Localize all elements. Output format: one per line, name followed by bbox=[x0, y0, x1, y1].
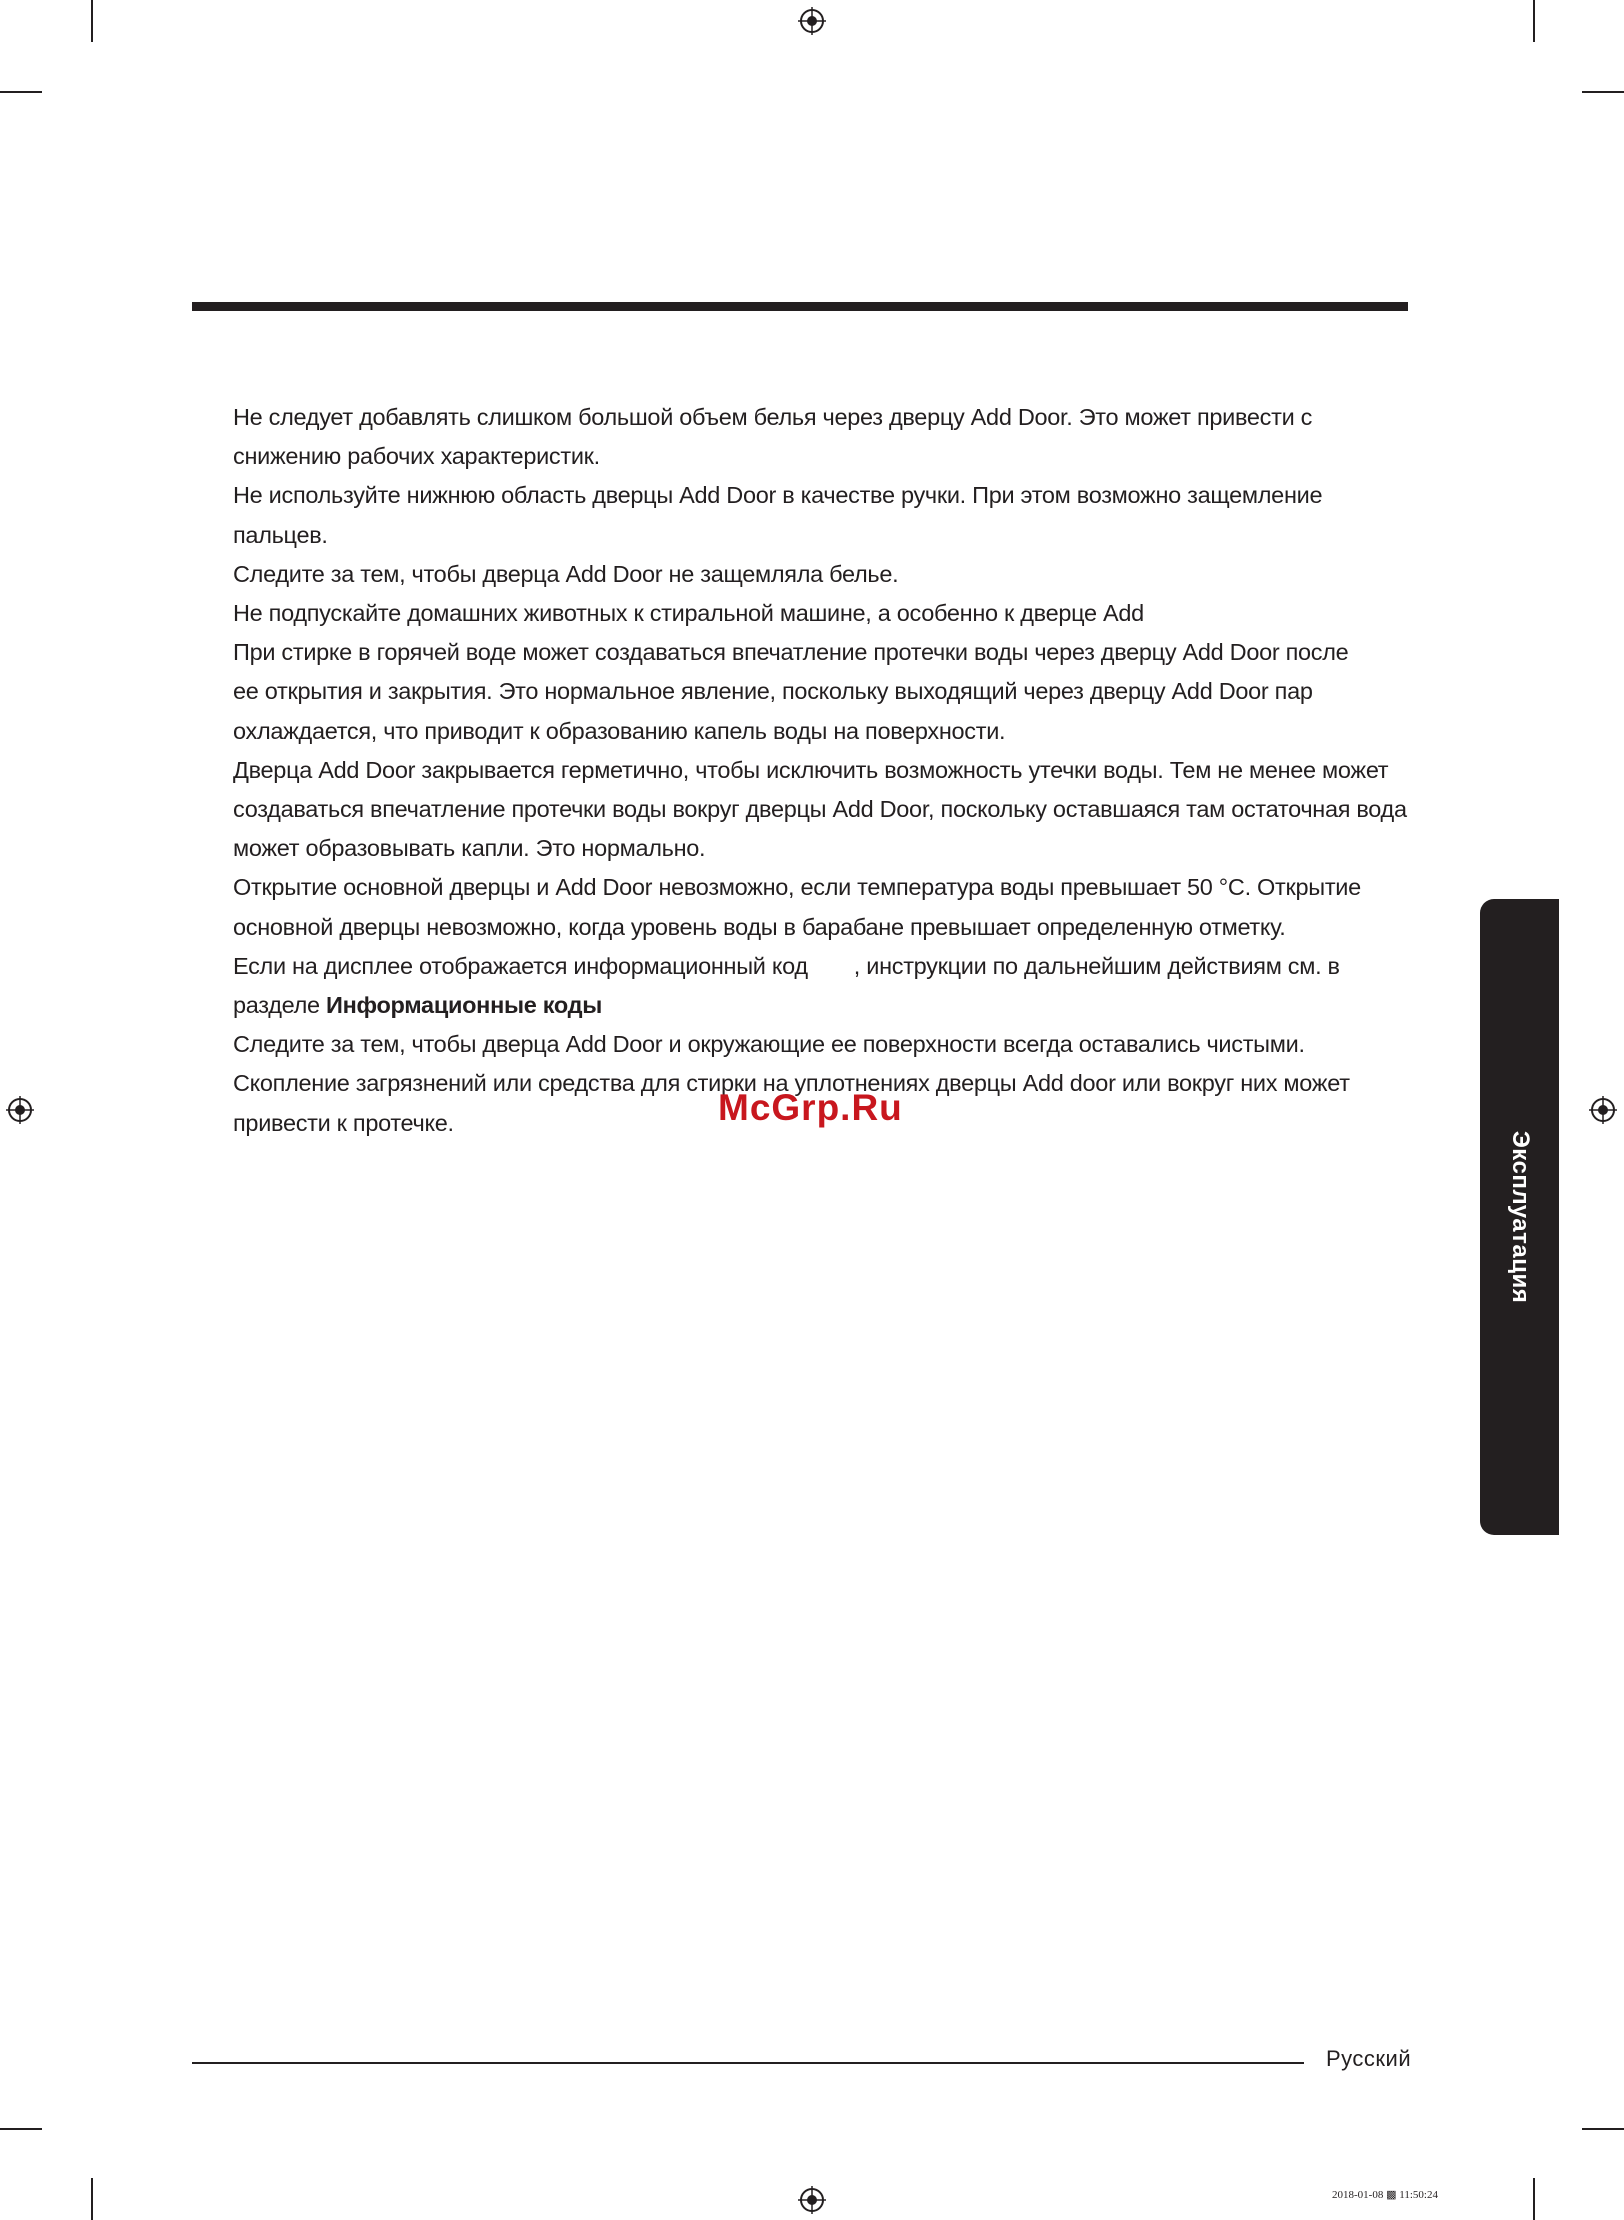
text-line: снижению рабочих характеристик. bbox=[233, 443, 600, 470]
text-line: Не используйте нижнюю область дверцы Add Door в качестве ручки. При этом возможно защемление bbox=[233, 482, 1323, 509]
text-line: Следите за тем, чтобы дверца Add Door и окружающие ее поверхности всегда оставались чистыми. bbox=[233, 1031, 1305, 1058]
text-line: Не следует добавлять слишком большой объем белья через дверцу Add Door. Это может привести с bbox=[233, 404, 1313, 430]
text-line: Открытие основной дверцы и Add Door невозможно, если температура воды превышает 50 °C. Открытие bbox=[233, 874, 1361, 901]
registration-mark-icon bbox=[798, 2186, 826, 2214]
section-tab bbox=[1480, 899, 1559, 1535]
text-line: привести к протечке. bbox=[233, 1109, 454, 1136]
text-line: Не подпускайте домашних животных к стиральной машине, а особенно к дверце Add bbox=[233, 600, 1144, 627]
crop-mark bbox=[0, 91, 42, 93]
crop-mark bbox=[0, 2128, 42, 2130]
print-stamp-time: 11:50:24 bbox=[1399, 2189, 1438, 2201]
print-stamp bbox=[1332, 2188, 1438, 2201]
crop-mark bbox=[1582, 2128, 1624, 2130]
info-code-line bbox=[233, 947, 1413, 986]
text-line: основной дверцы невозможно, когда уровень воды в барабане превышает определенную отметку. bbox=[233, 913, 1286, 940]
crop-mark bbox=[91, 0, 93, 42]
text-line: ее открытия и закрытия. Это нормальное явление, поскольку выходящий через дверцу Add Door пар bbox=[233, 678, 1313, 705]
section-prefix: разделе bbox=[233, 992, 327, 1019]
text-line: может образовывать капли. Это нормально. bbox=[233, 835, 706, 862]
text-line: При стирке в горячей воде может создаваться впечатление протечки воды через дверцу Add Door после bbox=[233, 639, 1349, 666]
footer-language: Русский bbox=[1326, 2046, 1412, 2071]
crop-mark bbox=[1533, 0, 1535, 42]
text-line: создаваться впечатление протечки воды вокруг дверцы Add Door, поскольку оставшаяся там остаточная вода bbox=[233, 796, 1407, 823]
section-reference-line bbox=[233, 986, 1413, 1025]
text-line: охлаждается, что приводит к образованию капель воды на поверхности. bbox=[233, 717, 1006, 744]
crop-mark bbox=[1582, 91, 1624, 93]
registration-mark-icon bbox=[6, 1096, 34, 1124]
info-code-text: Если на дисплее отображается информационный код bbox=[233, 952, 808, 979]
crop-mark bbox=[1533, 2178, 1535, 2220]
text-line: пальцев. bbox=[233, 521, 328, 548]
body-text bbox=[233, 398, 1413, 1143]
text-line: Следите за тем, чтобы дверца Add Door не защемляла белье. bbox=[233, 560, 899, 587]
section-link[interactable]: Информационные коды bbox=[326, 992, 603, 1019]
text-line: Дверца Add Door закрывается герметично, чтобы исключить возможность утечки воды. Тем не менее может bbox=[233, 756, 1389, 783]
registration-mark-icon bbox=[798, 7, 826, 35]
print-stamp-icon: ▩ bbox=[1386, 2189, 1397, 2201]
text-line: Скопление загрязнений или средства для стирки на уплотнениях дверцы Add door или вокруг них может bbox=[233, 1070, 1350, 1097]
section-tab-label: Эксплуатация bbox=[1506, 1130, 1534, 1304]
footer-rule bbox=[192, 2062, 1304, 2064]
crop-mark bbox=[91, 2178, 93, 2220]
watermark: McGrp.Ru bbox=[718, 1087, 903, 1128]
print-stamp-date: 2018-01-08 bbox=[1332, 2189, 1384, 2201]
registration-mark-icon bbox=[1589, 1096, 1617, 1124]
info-code-text-cont: , инструкции по дальнейшим действиям см. в bbox=[853, 952, 1340, 979]
header-rule bbox=[192, 302, 1408, 311]
